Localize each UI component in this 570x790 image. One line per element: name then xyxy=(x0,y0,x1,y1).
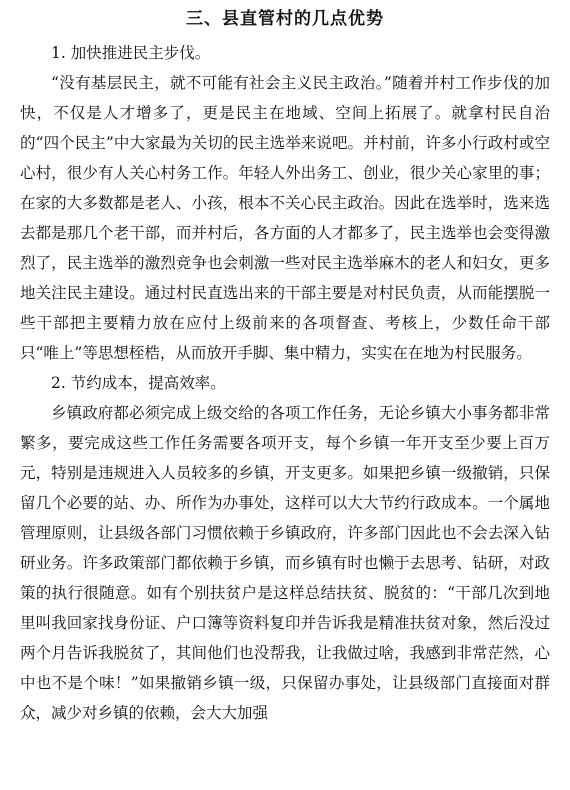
subheading-cost-efficiency: 2. 节约成本，提高效率。 xyxy=(51,374,226,392)
subheading-democracy: 1. 加快推进民主步伐。 xyxy=(51,44,211,62)
section-title: 三、县直管村的几点优势 xyxy=(186,9,384,29)
paragraph-democracy: “没有基层民主，就不可能有社会主义民主政治。”随着并村工作步伐的加快，不仅是人才增多了，更是民主在地域、空间上拓展了。就拿村民自治的“四个民主”中大家最为关切的民主选举来说吧。并村前，许多小行政村或空心村，很少有人关心村务工作。年轻人外出务工、创业，很少关心家里的事；在家的大多数都是老人、小孩，根本不关心民主政治。因此在选举时，选来选去都是那几个老干部，而并村后，各方面的人才都多了，民主选举也会变得激烈了，民主选举的激烈竞争也会刺激一些对民主选举麻木的老人和妇女，更多地关注民主建设。通过村民直选出来的干部主要是对村民负责，从而能摆脱一些干部把主要精力放在应付上级前来的各项督查、考核上，少数任命干部只“唯上”等思想桎梏，从而放开手脚、集中精力，实实在在地为村民服务。 xyxy=(20,74,550,362)
paragraph-cost-efficiency: 乡镇政府都必须完成上级交给的各项工作任务，无论乡镇大小事务都非常繁多，要完成这些工作任务需要各项开支，每个乡镇一年开支至少要上百万元，特别是违规进入人员较多的乡镇，开支更多。如果把乡镇一级撤销，只保留几个必要的站、办、所作为办事处，这样可以大大节约行政成本。一个属地管理原则，让县级各部门习惯依赖于乡镇政府，许多部门因此也不会去深入钻研业务。许多政策部门都依赖于乡镇，而乡镇有时也懒于去思考、钻研，对政策的执行很随意。如有个别扶贫户是这样总结扶贫、脱贫的：“干部几次到地里叫我回家找身份证、户口簿等资料复印并告诉我是精准扶贫对象，然后没过两个月告诉我脱贫了，其间他们也没帮我，让我做过啥，我感到非常茫然，心中也不是个味！”如果撤销乡镇一级，只保留办事处，让县级部门直接面对群众，减少对乡镇的依赖，会大大加强 xyxy=(20,404,550,722)
section-cost-efficiency xyxy=(20,368,550,728)
section-democracy xyxy=(20,38,550,368)
